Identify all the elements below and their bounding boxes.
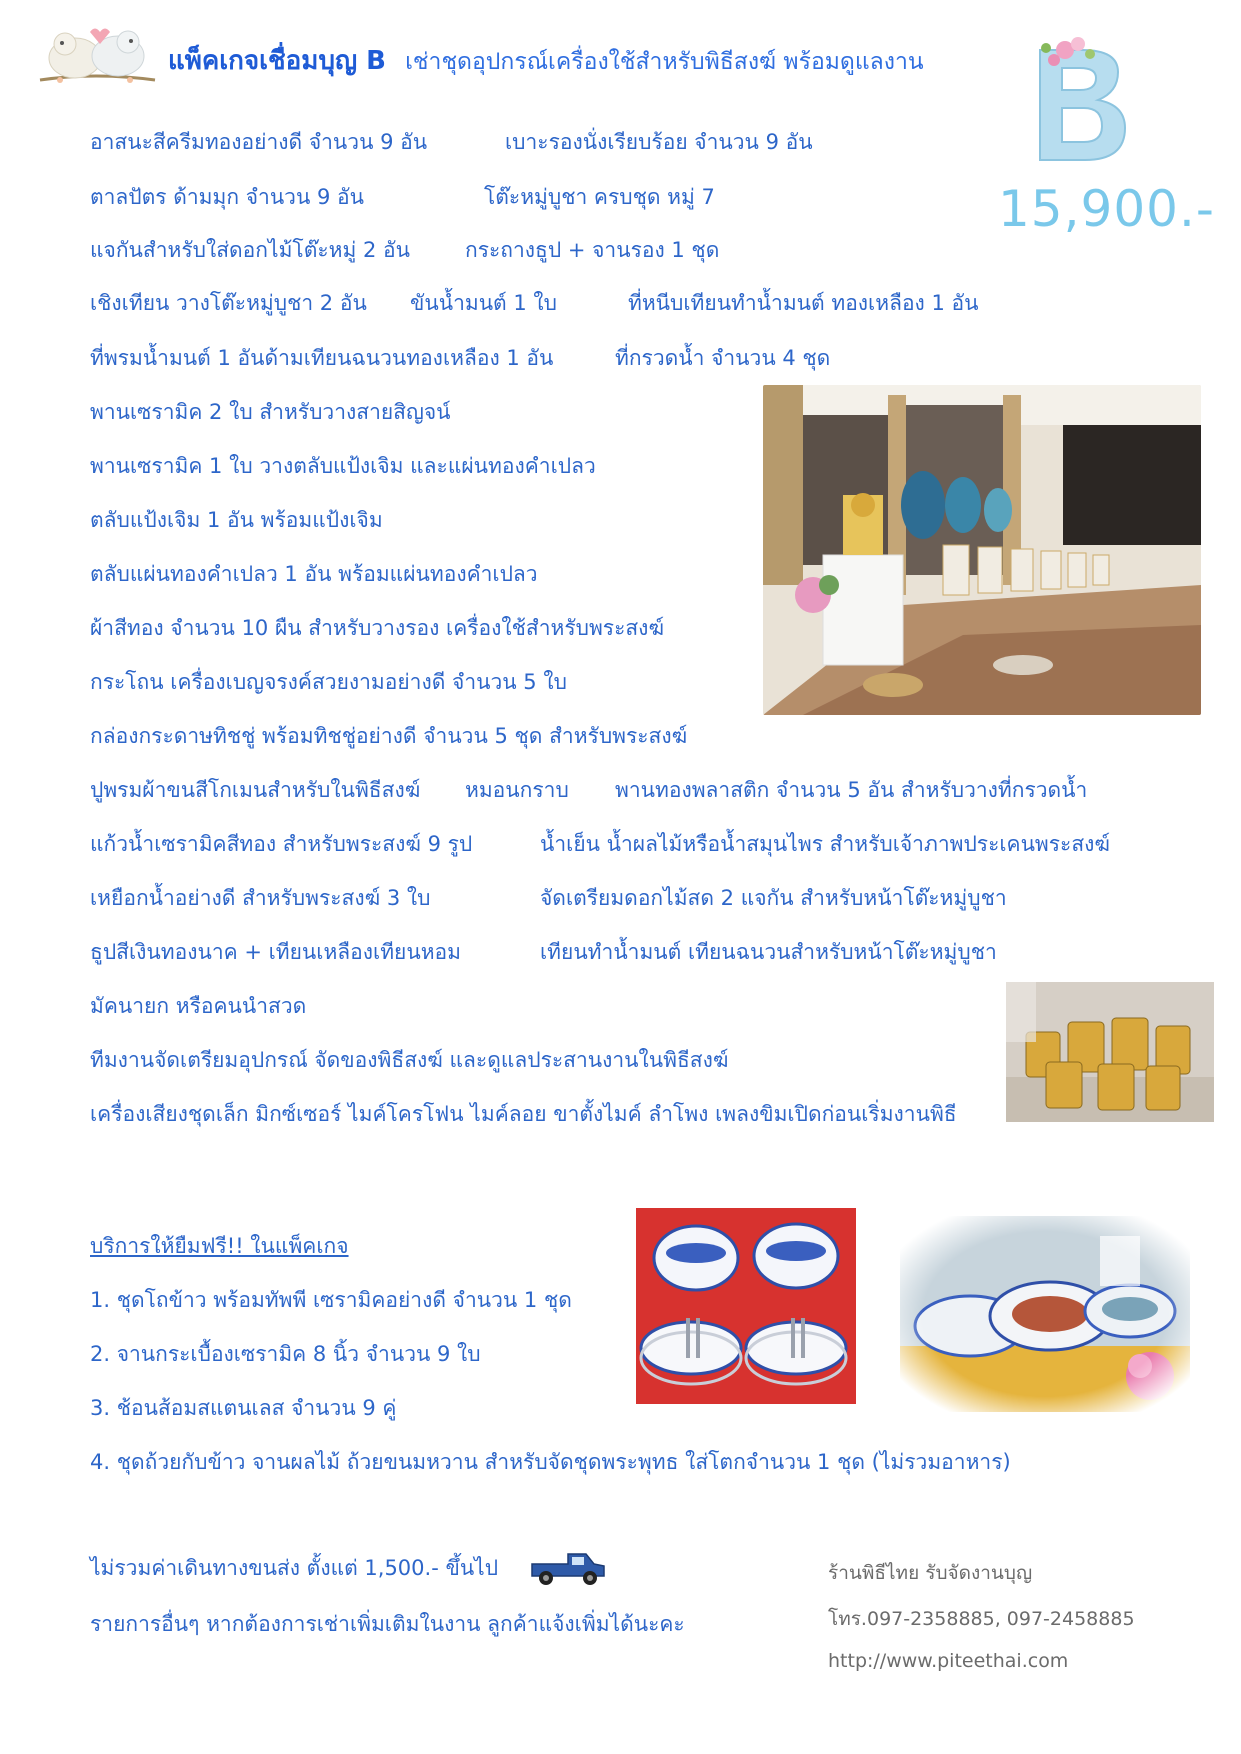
list-item: โต๊ะหมู่บูชา ครบชุด หมู่ 7 [484, 185, 715, 209]
transport-note: ไม่รวมค่าเดินทางขนส่ง ตั้งแต่ 1,500.- ขึ้นไป [90, 1556, 499, 1580]
shop-website-link[interactable]: http://www.piteethai.com [828, 1650, 1069, 1672]
free-item: 3. ช้อนส้อมสแตนเลส จำนวน 9 คู่ [90, 1396, 397, 1420]
package-subtitle: เช่าชุดอุปกรณ์เครื่องใช้สำหรับพิธีสงฆ์ พร้อมดูแลงาน [405, 49, 924, 75]
list-item: จัดเตรียมดอกไม้สด 2 แจกัน สำหรับหน้าโต๊ะหมู่บูชา [540, 886, 1007, 910]
other-items-note: รายการอื่นๆ หากต้องการเช่าเพิ่มเติมในงาน ลูกค้าแจ้งเพิ่มได้นะคะ [90, 1612, 685, 1636]
list-item: ขันน้ำมนต์ 1 ใบ [410, 291, 557, 315]
list-item: พานเซรามิค 1 ใบ วางตลับแป้งเจิม และแผ่นทองคำเปลว [90, 454, 596, 478]
list-item: ที่พรมน้ำมนต์ 1 อันด้ามเทียนฉนวนทองเหลือง 1 อัน [90, 346, 554, 370]
list-item: เทียนทำน้ำมนต์ เทียนฉนวนสำหรับหน้าโต๊ะหมู่บูชา [540, 940, 997, 964]
list-item: เหยือกน้ำอย่างดี สำหรับพระสงฆ์ 3 ใบ [90, 886, 431, 910]
list-item: มัคนายก หรือคนนำสวด [90, 994, 307, 1018]
list-item: หมอนกราบ [465, 778, 569, 802]
free-item: 4. ชุดถ้วยกับข้าว จานผลไม้ ถ้วยขนมหวาน สำหรับจัดชุดพระพุทธ ใส่โตกจำนวน 1 ชุด (ไม่รวมอาหาร) [90, 1450, 1011, 1474]
list-item: ทีมงานจัดเตรียมอุปกรณ์ จัดของพิธีสงฆ์ และดูแลประสานงานในพิธีสงฆ์ [90, 1048, 729, 1072]
shop-name: ร้านพิธีไทย รับจัดงานบุญ [828, 1562, 1033, 1584]
list-item: น้ำเย็น น้ำผลไม้หรือน้ำสมุนไพร สำหรับเจ้าภาพประเคนพระสงฆ์ [540, 832, 1110, 856]
package-name: แพ็คเกจเชื่อมบุญ B [168, 46, 386, 76]
list-item: พานทองพลาสติก จำนวน 5 อัน สำหรับวางที่กรวดน้ำ [615, 778, 1088, 802]
list-item: กระโถน เครื่องเบญจรงค์สวยงามอย่างดี จำนวน 5 ใบ [90, 670, 567, 694]
list-item: แก้วน้ำเซรามิคสีทอง สำหรับพระสงฆ์ 9 รูป [90, 832, 473, 856]
list-item: พานเซรามิค 2 ใบ สำหรับวางสายสิญจน์ [90, 400, 451, 424]
free-item: 1. ชุดโถข้าว พร้อมทัพพี เซรามิคอย่างดี จำนวน 1 ชุด [90, 1288, 572, 1312]
list-item: ธูปสีเงินทองนาค + เทียนเหลืองเทียนหอม [90, 940, 462, 964]
love-birds-icon [30, 20, 160, 90]
list-item: เบาะรองนั่งเรียบร้อย จำนวน 9 อัน [505, 130, 813, 154]
list-item: ที่กรวดน้ำ จำนวน 4 ชุด [615, 346, 831, 370]
ceremony-room-photo [763, 385, 1201, 715]
list-item: ตาลปัตร ด้ามมุก จำนวน 9 อัน [90, 185, 365, 209]
gold-cups-photo [1006, 982, 1214, 1122]
list-item: ปูพรมผ้าขนสีโกเมนสำหรับในพิธีสงฆ์ [90, 778, 421, 802]
list-item: กล่องกระดาษทิชชู่ พร้อมทิชชู่อย่างดี จำนวน 5 ชุด สำหรับพระสงฆ์ [90, 724, 688, 748]
list-item: ผ้าสีทอง จำนวน 10 ผืน สำหรับวางรอง เครื่องใช้สำหรับพระสงฆ์ [90, 616, 665, 640]
list-item: ที่หนีบเทียนทำน้ำมนต์ ทองเหลือง 1 อัน [628, 291, 979, 315]
list-item: เครื่องเสียงชุดเล็ก มิกซ์เซอร์ ไมค์โครโฟน ไมค์ลอย ขาตั้งไมค์ ลำโพง เพลงขิมเปิดก่อนเริ่มงานพิธี [90, 1102, 957, 1126]
list-item: อาสนะสีครีมทองอย่างดี จำนวน 9 อัน [90, 130, 428, 154]
shop-phone: โทร.097-2358885, 097-2458885 [828, 1608, 1135, 1630]
list-item: ตลับแผ่นทองคำเปลว 1 อัน พร้อมแผ่นทองคำเปลว [90, 562, 538, 586]
list-item: เชิงเทียน วางโต๊ะหมู่บูชา 2 อัน [90, 291, 367, 315]
food-set-photo [900, 1216, 1190, 1412]
list-item: แจกันสำหรับใส่ดอกไม้โต๊ะหมู่ 2 อัน [90, 238, 410, 262]
page-title [168, 40, 924, 81]
pickup-truck-icon [528, 1546, 608, 1588]
letter-b-flower-icon [1010, 30, 1140, 170]
free-service-heading: บริการให้ยืมฟรี!! ในแพ็คเกจ [90, 1234, 349, 1258]
package-price: 15,900.- [998, 180, 1215, 238]
list-item: กระถางธูป + จานรอง 1 ชุด [465, 238, 720, 262]
list-item: ตลับแป้งเจิม 1 อัน พร้อมแป้งเจิม [90, 508, 383, 532]
free-item: 2. จานกระเบื้องเซรามิค 8 นิ้ว จำนวน 9 ใบ [90, 1342, 481, 1366]
ceramic-tableware-photo [636, 1208, 856, 1404]
